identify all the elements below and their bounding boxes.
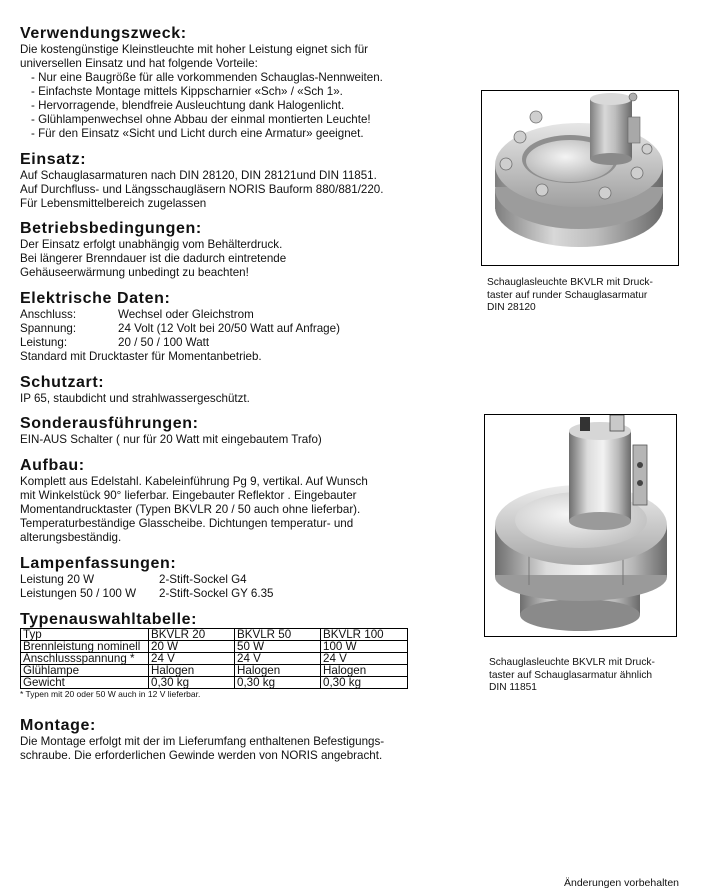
table-cell: 0,30 kg bbox=[235, 677, 321, 689]
table-cell: BKVLR 20 bbox=[149, 629, 235, 641]
section-verwendungszweck bbox=[20, 25, 460, 141]
table-cell: 24 V bbox=[149, 653, 235, 665]
text-line: Bei längerer Brenndauer ist die dadurch eintretende bbox=[20, 252, 287, 265]
text-line: schraube. Die erforderlichen Gewinde werden von NORIS angebracht. bbox=[20, 749, 383, 762]
caption-line: taster auf Schauglasarmatur ähnlich bbox=[489, 669, 653, 681]
footer-note: Änderungen vorbehalten bbox=[563, 877, 679, 889]
table-cell: 0,30 kg bbox=[149, 677, 235, 689]
text-line: Auf Durchfluss- und Längsschaugläsern NORIS Bauform 880/881/220. bbox=[20, 183, 384, 196]
table-footnote: * Typen mit 20 oder 50 W auch in 12 V lieferbar. bbox=[20, 689, 201, 699]
section-sonderausfuehrungen bbox=[20, 415, 460, 447]
table-cell: BKVLR 100 bbox=[321, 629, 408, 641]
table-row bbox=[21, 653, 408, 665]
text-line: Die Montage erfolgt mit der im Lieferumfang enthaltenen Befestigungs- bbox=[20, 735, 385, 748]
text-line: EIN-AUS Schalter ( nur für 20 Watt mit eingebautem Trafo) bbox=[20, 433, 322, 446]
section-aufbau bbox=[20, 457, 460, 545]
spec-value: 2-Stift-Sockel G4 bbox=[159, 573, 247, 586]
spec-value: Wechsel oder Gleichstrom bbox=[118, 308, 254, 321]
text-line: alterungsbeständig. bbox=[20, 531, 122, 544]
bullet-item: - Nur eine Baugröße für alle vorkommenden Schauglas-Nennweiten. bbox=[31, 71, 383, 84]
spec-key: Leistung: bbox=[20, 336, 68, 349]
caption-line: taster auf runder Schauglasarmatur bbox=[487, 289, 648, 301]
caption-line: Schauglasleuchte BKVLR mit Druck- bbox=[487, 277, 653, 288]
spec-value: 2-Stift-Sockel GY 6.35 bbox=[159, 587, 274, 600]
table-cell: 20 W bbox=[149, 641, 235, 653]
section-elektrische-daten bbox=[20, 290, 460, 364]
section-title: Sonderausführungen: bbox=[20, 415, 199, 432]
section-montage bbox=[20, 717, 460, 763]
product-photo-din11851-fitting bbox=[484, 414, 677, 637]
table-cell: 0,30 kg bbox=[321, 677, 408, 689]
table-cell: 100 W bbox=[321, 641, 408, 653]
section-title: Montage: bbox=[20, 717, 96, 734]
caption-line: Schauglasleuchte BKVLR mit Druck- bbox=[489, 657, 655, 668]
section-title: Betriebsbedingungen: bbox=[20, 220, 202, 237]
section-title: Aufbau: bbox=[20, 457, 85, 474]
sight-glass-lamp-illustration bbox=[485, 415, 675, 635]
table-row bbox=[21, 629, 408, 641]
caption-line: DIN 28120 bbox=[487, 302, 536, 313]
bullet-item: - Glühlampenwechsel ohne Abbau der einmal montierten Leuchte! bbox=[31, 113, 371, 126]
section-title: Lampenfassungen: bbox=[20, 555, 177, 572]
figure-caption bbox=[487, 277, 679, 315]
table-cell: Halogen bbox=[235, 665, 321, 677]
table-cell: 50 W bbox=[235, 641, 321, 653]
spec-key: Leistungen 50 / 100 W bbox=[20, 587, 137, 600]
section-title: Einsatz: bbox=[20, 151, 87, 168]
text-line: Momentandrucktaster (Typen BKVLR 20 / 50 auch ohne lieferbar). bbox=[20, 503, 361, 516]
spec-value: 20 / 50 / 100 Watt bbox=[118, 336, 210, 349]
table-row bbox=[21, 665, 408, 677]
text-line: Auf Schauglasarmaturen nach DIN 28120, DIN 28121und DIN 11851. bbox=[20, 169, 377, 182]
table-cell: BKVLR 50 bbox=[235, 629, 321, 641]
table-cell: Halogen bbox=[149, 665, 235, 677]
section-betriebsbedingungen bbox=[20, 220, 460, 280]
text-line: Für Lebensmittelbereich zugelassen bbox=[20, 197, 207, 210]
section-typenauswahltabelle bbox=[20, 611, 460, 699]
figure-caption bbox=[489, 657, 676, 695]
spec-row bbox=[20, 587, 460, 601]
text-line: Komplett aus Edelstahl. Kabeleinführung Pg 9, vertikal. Auf Wunsch bbox=[20, 475, 368, 488]
text-line: Gehäuseerwärmung unbedingt zu beachten! bbox=[20, 266, 249, 279]
table-cell: Anschlussspannung * bbox=[21, 653, 149, 665]
bullet-item: - Einfachste Montage mittels Kippscharnier «Sch» / «Sch 1». bbox=[31, 85, 343, 98]
spec-row bbox=[20, 322, 460, 336]
intro-line: Die kostengünstige Kleinstleuchte mit hoher Leistung eignet sich für bbox=[20, 43, 369, 56]
table-cell: Halogen bbox=[321, 665, 408, 677]
table-cell: Gewicht bbox=[21, 677, 149, 689]
table-row bbox=[21, 641, 408, 653]
section-lampenfassungen bbox=[20, 555, 460, 601]
section-schutzart bbox=[20, 374, 460, 406]
spec-key: Spannung: bbox=[20, 322, 77, 335]
spec-value: 24 Volt (12 Volt bei 20/50 Watt auf Anfrage) bbox=[118, 322, 340, 335]
section-title: Schutzart: bbox=[20, 374, 105, 391]
table-row bbox=[21, 677, 408, 689]
bullet-item: - Hervorragende, blendfreie Ausleuchtung dank Halogenlicht. bbox=[31, 99, 345, 112]
section-title: Verwendungszweck: bbox=[20, 25, 187, 42]
section-einsatz bbox=[20, 151, 460, 211]
text-line: mit Winkelstück 90° lieferbar. Eingebauter Reflektor . Eingebauter bbox=[20, 489, 357, 502]
product-photo-round-fitting bbox=[481, 90, 679, 266]
text-line: Der Einsatz erfolgt unabhängig vom Behälterdruck. bbox=[20, 238, 283, 251]
text-line: Temperaturbeständige Glasscheibe. Dichtungen temperatur- und bbox=[20, 517, 354, 530]
bullet-item: - Für den Einsatz «Sicht und Licht durch eine Armatur» geeignet. bbox=[31, 127, 364, 140]
table-cell: Typ bbox=[21, 629, 149, 641]
spec-key: Leistung 20 W bbox=[20, 573, 95, 586]
spec-row bbox=[20, 336, 460, 350]
spec-key: Anschluss: bbox=[20, 308, 77, 321]
type-selection-table bbox=[20, 628, 408, 689]
table-cell: Brennleistung nominell bbox=[21, 641, 149, 653]
section-title: Typenauswahltabelle: bbox=[20, 611, 198, 628]
section-title: Elektrische Daten: bbox=[20, 290, 171, 307]
table-cell: 24 V bbox=[235, 653, 321, 665]
caption-line: DIN 11851 bbox=[489, 682, 537, 693]
table-cell: Glühlampe bbox=[21, 665, 149, 677]
spec-row bbox=[20, 573, 460, 587]
text-line: IP 65, staubdicht und strahlwassergeschützt. bbox=[20, 392, 250, 405]
spec-row bbox=[20, 308, 460, 322]
text-line: Standard mit Drucktaster für Momentanbetrieb. bbox=[20, 350, 262, 363]
table-cell: 24 V bbox=[321, 653, 408, 665]
intro-line: universellen Einsatz und hat folgende Vorteile: bbox=[20, 57, 258, 70]
sight-glass-lamp-illustration bbox=[482, 91, 677, 264]
